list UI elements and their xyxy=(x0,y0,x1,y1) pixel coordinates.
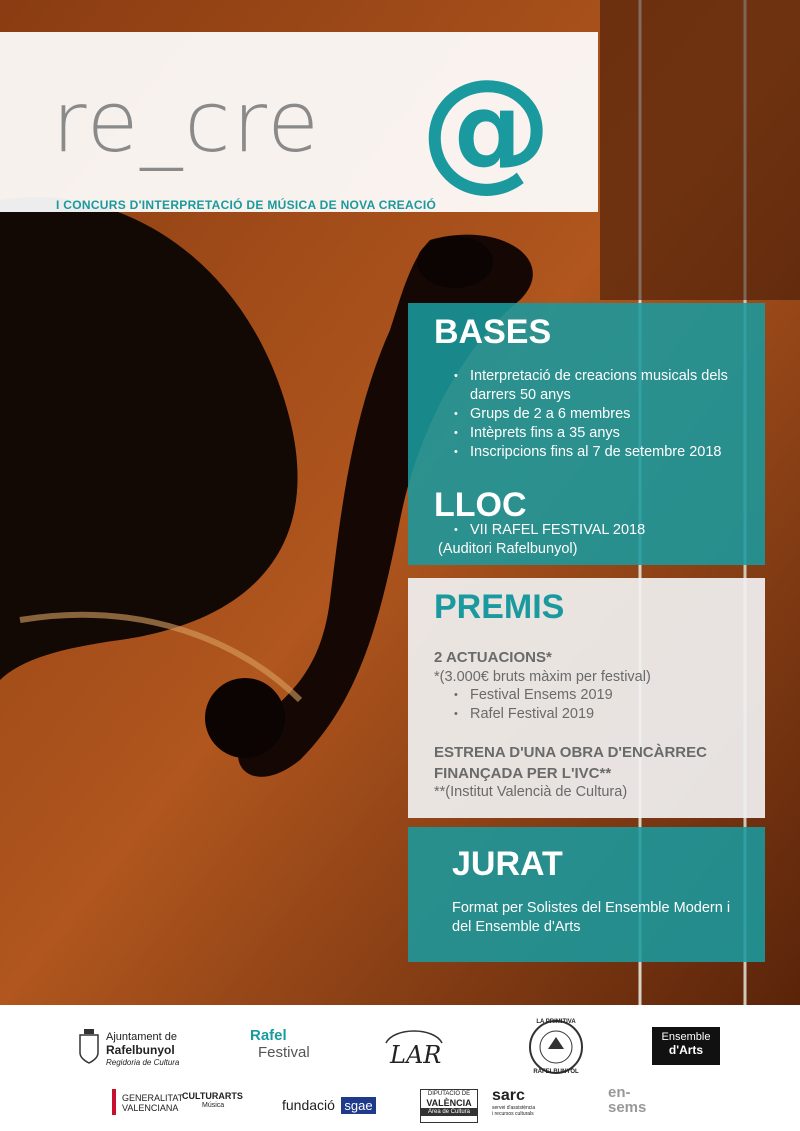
rafel-line1: Rafel xyxy=(250,1027,287,1044)
ensems-line1: en- xyxy=(608,1084,631,1101)
lloc-list xyxy=(454,521,754,540)
title-at-sign: @ xyxy=(420,51,552,205)
bases-panel xyxy=(408,303,765,565)
list-item: • Festival Ensems 2019 xyxy=(454,686,613,705)
diputacio-line1: DIPUTACIÓ DE xyxy=(427,1091,471,1097)
list-item: • Interpretació de creacions musicals dels darrers 50 anys xyxy=(454,367,754,405)
sarc-line3: i recursos culturals xyxy=(492,1111,534,1117)
list-item: • Grups de 2 a 6 membres xyxy=(454,405,754,424)
sgae-text: sgae xyxy=(341,1097,375,1114)
diputacio-line3: Àrea de Cultura xyxy=(421,1108,477,1116)
generalitat-bar-icon xyxy=(112,1089,116,1115)
coat-of-arms-icon xyxy=(78,1029,100,1065)
contest-subtitle: I CONCURS D'INTERPRETACIÓ DE MÚSICA DE NOVA CREACIÓ xyxy=(56,198,437,212)
ajuntament-logo xyxy=(78,1025,198,1075)
ensemble-line2: d'Arts xyxy=(668,1043,704,1057)
title-wordmark: re_cre xyxy=(52,73,321,171)
premis-heading: PREMIS xyxy=(434,588,565,626)
list-item: • Inscripcions fins al 7 de setembre 2018 xyxy=(454,443,754,462)
jurat-description: Format per Solistes del Ensemble Modern i del Ensemble d'Arts xyxy=(452,900,731,935)
primitiva-line1: LA PRIMITIVA xyxy=(536,1019,576,1025)
rafel-line2: Festival xyxy=(258,1044,310,1061)
culturarts-line2: Música xyxy=(202,1102,225,1109)
ajuntament-line3: Regidoria de Cultura xyxy=(106,1058,180,1067)
jurat-heading: JURAT xyxy=(452,845,563,883)
list-item: • Intèprets fins a 35 anys xyxy=(454,424,754,443)
ensemble-line1: Ensemble xyxy=(661,1031,711,1043)
premis-estrena-line2: FINANÇADA PER L'IVC** xyxy=(434,765,612,782)
diputacio-line2: VALÈNCIA xyxy=(426,1098,472,1108)
premis-actuacions-note: *(3.000€ bruts màxim per festival) xyxy=(434,669,651,685)
premis-actuacions: 2 ACTUACIONS* xyxy=(434,649,552,666)
list-item: • Rafel Festival 2019 xyxy=(454,705,613,724)
bases-list xyxy=(454,367,754,462)
premis-estrena-note: **(Institut Valencià de Cultura) xyxy=(434,784,628,800)
ensemble-arts-logo xyxy=(652,1027,720,1065)
sponsor-footer xyxy=(0,1005,800,1131)
culturarts-logo xyxy=(182,1091,252,1121)
premis-estrena-line1: ESTRENA D'UNA OBRA D'ENCÀRREC xyxy=(434,744,707,761)
sarc-logo xyxy=(492,1087,562,1123)
la-primitiva-logo xyxy=(528,1019,584,1075)
ensems-line2: sems xyxy=(608,1099,647,1116)
sarc-line2: servei d'assistència xyxy=(492,1105,536,1111)
ajuntament-line2: Rafelbunyol xyxy=(106,1043,175,1057)
ajuntament-line1: Ajuntament de xyxy=(106,1031,177,1043)
jurat-panel xyxy=(408,827,765,962)
sarc-text: sarc xyxy=(492,1087,525,1104)
generalitat-logo xyxy=(112,1089,182,1119)
fundacio-sgae-logo xyxy=(282,1097,392,1121)
generalitat-line2: VALENCIANA xyxy=(122,1103,179,1113)
rafel-festival-logo xyxy=(250,1027,340,1067)
culturarts-line1: CULTURARTS xyxy=(182,1091,243,1101)
lloc-venue: • VII RAFEL FESTIVAL 2018 xyxy=(454,521,754,540)
lloc-heading: LLOC xyxy=(434,486,527,524)
lar-text: LAR xyxy=(390,1041,442,1069)
primitiva-line2: RAFELBUNYOL xyxy=(533,1069,579,1075)
title-banner xyxy=(0,32,598,212)
premis-panel xyxy=(408,578,765,818)
fundacio-text: fundació xyxy=(282,1097,335,1113)
ensems-logo xyxy=(608,1085,678,1121)
bases-heading: BASES xyxy=(434,313,552,351)
lar-logo xyxy=(384,1025,454,1070)
lloc-auditori: (Auditori Rafelbunyol) xyxy=(438,541,578,557)
diputacio-logo xyxy=(420,1089,478,1123)
premis-festival-list xyxy=(454,686,613,724)
generalitat-line1: GENERALITAT xyxy=(122,1093,184,1103)
